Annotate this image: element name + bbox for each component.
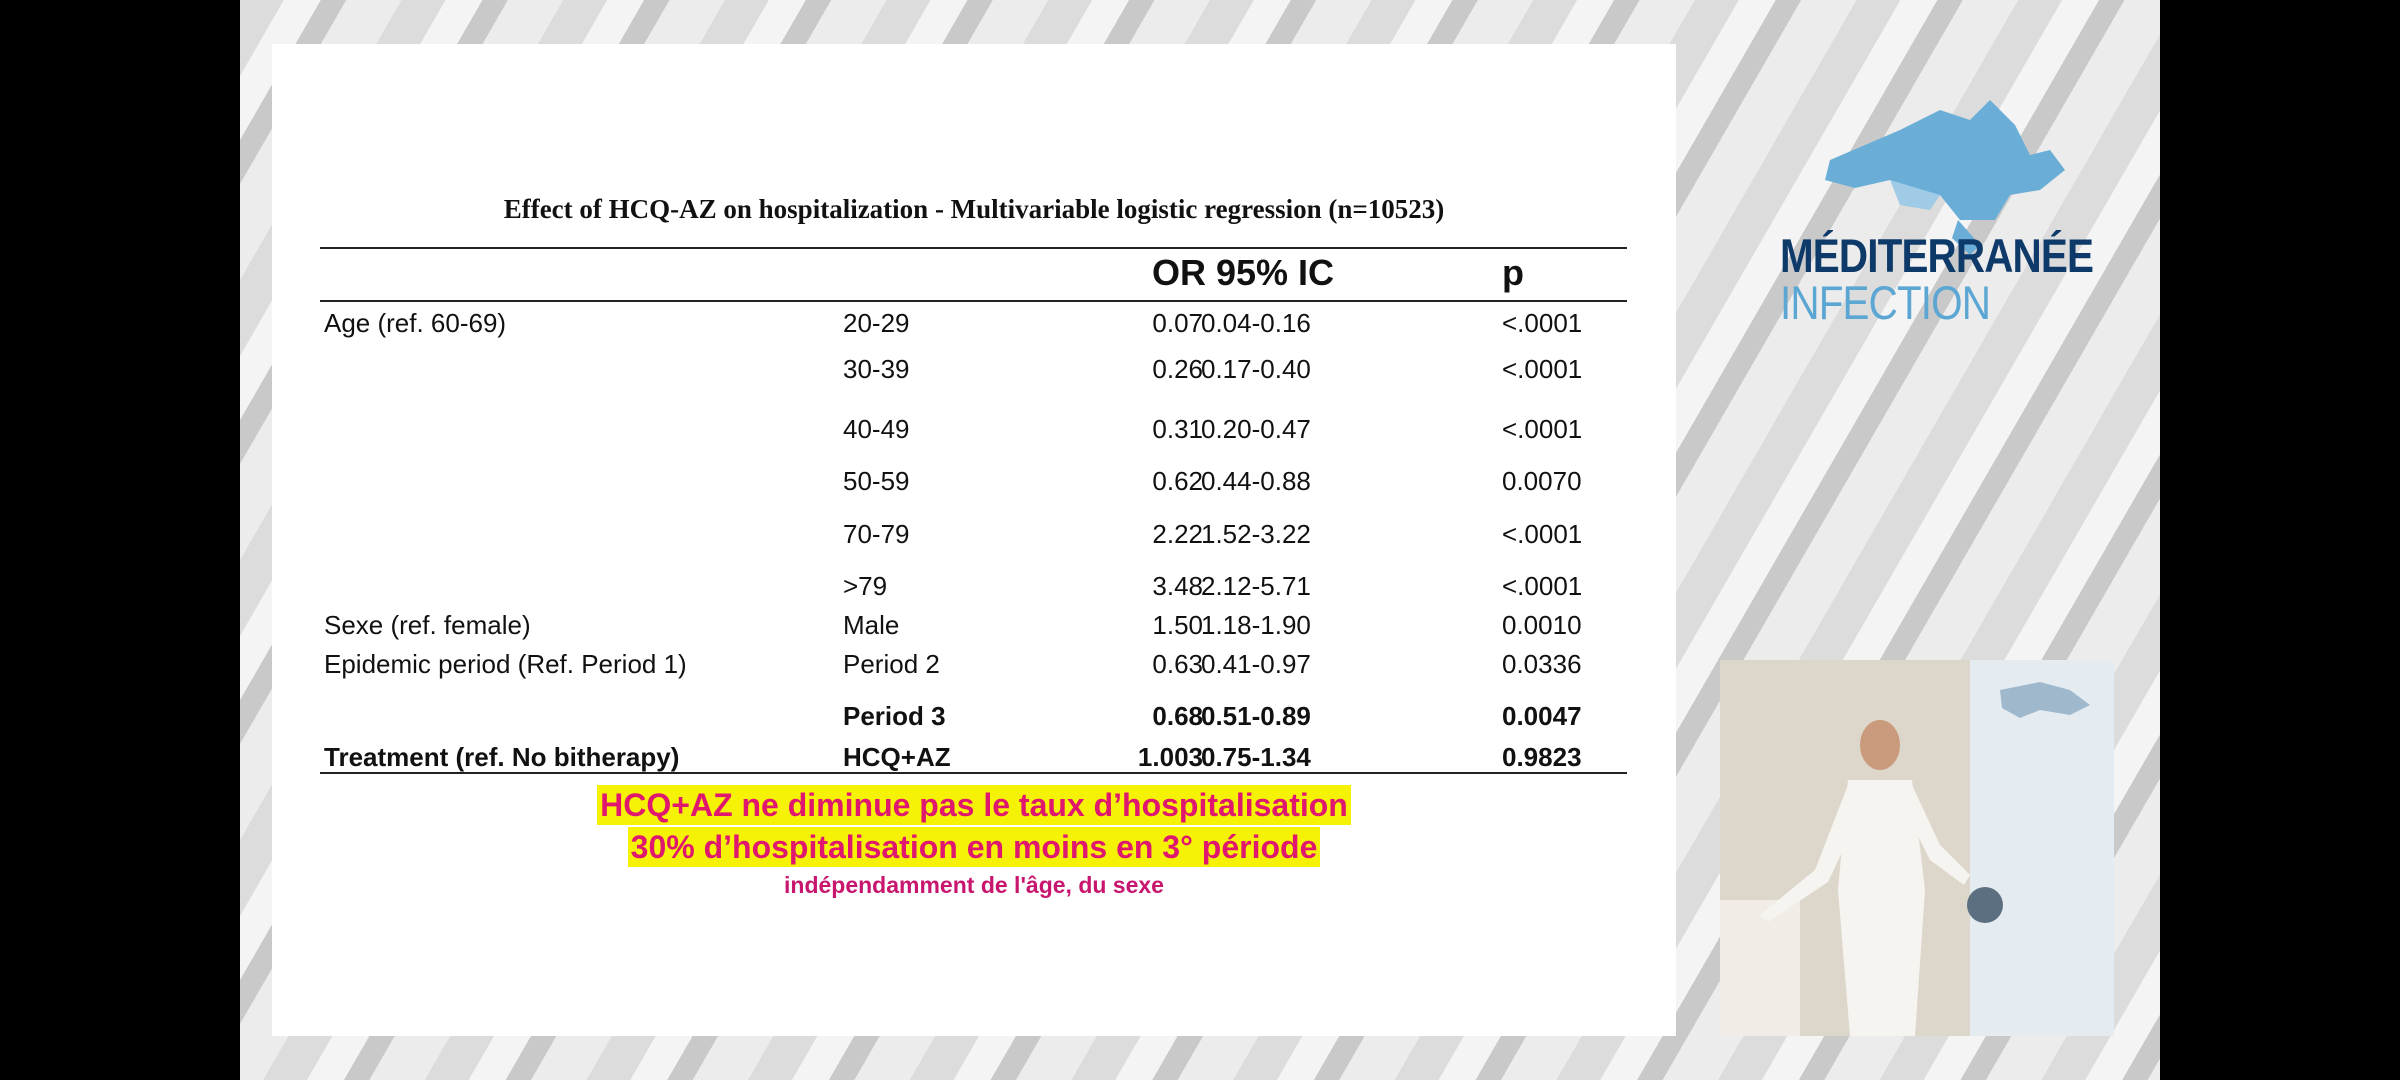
row-or: 3.48 — [1152, 571, 1203, 601]
note-line-1: HCQ+AZ ne diminue pas le taux d’hospitalisation — [597, 785, 1351, 825]
row-ci: 0.17-0.40 — [1201, 354, 1311, 384]
speaker-video-overlay — [1720, 660, 2114, 1036]
row-ci: 0.20-0.47 — [1201, 414, 1311, 444]
row-category: 30-39 — [843, 354, 910, 384]
row-label: Age (ref. 60-69) — [324, 308, 507, 338]
row-or: 2.22 — [1152, 519, 1203, 549]
header-or-ci: OR 95% IC — [1152, 252, 1335, 293]
row-ci: 2.12-5.71 — [1201, 571, 1311, 601]
row-p: 0.0047 — [1502, 701, 1582, 731]
row-or: 1.003 — [1137, 742, 1203, 772]
row-category: >79 — [843, 571, 888, 601]
row-p: 0.9823 — [1502, 742, 1582, 772]
row-p: <.0001 — [1502, 571, 1583, 601]
row-category: HCQ+AZ — [843, 742, 951, 772]
table-top-rule — [320, 247, 1627, 249]
presentation-stage — [240, 0, 2160, 1080]
logo-text-mediterranee: MÉDITERRANÉE — [1780, 229, 2094, 282]
row-p: <.0001 — [1502, 308, 1583, 338]
row-category: 70-79 — [843, 519, 910, 549]
row-p: <.0001 — [1502, 519, 1583, 549]
row-category: 50-59 — [843, 466, 910, 496]
row-ci: 1.52-3.22 — [1201, 519, 1311, 549]
row-or: 0.68 — [1152, 701, 1203, 731]
row-p: 0.0336 — [1502, 649, 1582, 679]
row-ci: 0.41-0.97 — [1201, 649, 1311, 679]
row-label: Treatment (ref. No bitherapy) — [324, 742, 680, 772]
row-ci: 1.18-1.90 — [1201, 610, 1311, 640]
row-or: 1.50 — [1152, 610, 1203, 640]
row-or: 0.07 — [1152, 308, 1203, 338]
row-or: 0.62 — [1152, 466, 1203, 496]
row-or: 0.26 — [1152, 354, 1203, 384]
note-line-3: indépendamment de l'âge, du sexe — [784, 872, 1164, 898]
conclusion-notes — [272, 784, 1676, 899]
row-p: <.0001 — [1502, 414, 1583, 444]
row-category: 20-29 — [843, 308, 910, 338]
row-label: Sexe (ref. female) — [324, 610, 531, 640]
table-title: Effect of HCQ-AZ on hospitalization - Multivariable logistic regression (n=10523) — [503, 194, 1445, 224]
row-ci: 0.04-0.16 — [1201, 308, 1311, 338]
row-category: Period 2 — [843, 649, 940, 679]
row-or: 0.31 — [1152, 414, 1203, 444]
row-category: Male — [843, 610, 900, 640]
row-p: <.0001 — [1502, 354, 1583, 384]
row-ci: 0.51-0.89 — [1201, 701, 1311, 731]
row-p: 0.0070 — [1502, 466, 1582, 496]
row-or: 0.63 — [1152, 649, 1203, 679]
row-category: 40-49 — [843, 414, 910, 444]
header-p: p — [1502, 252, 1524, 293]
table-bottom-rule — [320, 772, 1627, 774]
row-p: 0.0010 — [1502, 610, 1582, 640]
row-label: Epidemic period (Ref. Period 1) — [324, 649, 687, 679]
row-ci: 0.75-1.34 — [1201, 742, 1311, 772]
speaker-video-image — [1720, 660, 2114, 1036]
row-category: Period 3 — [843, 701, 946, 731]
slide — [272, 44, 1676, 1036]
row-ci: 0.44-0.88 — [1201, 466, 1311, 496]
logo-text-infection: INFECTION — [1780, 276, 1991, 329]
note-line-2: 30% d’hospitalisation en moins en 3° période — [628, 827, 1321, 867]
table-header-rule — [320, 300, 1627, 302]
